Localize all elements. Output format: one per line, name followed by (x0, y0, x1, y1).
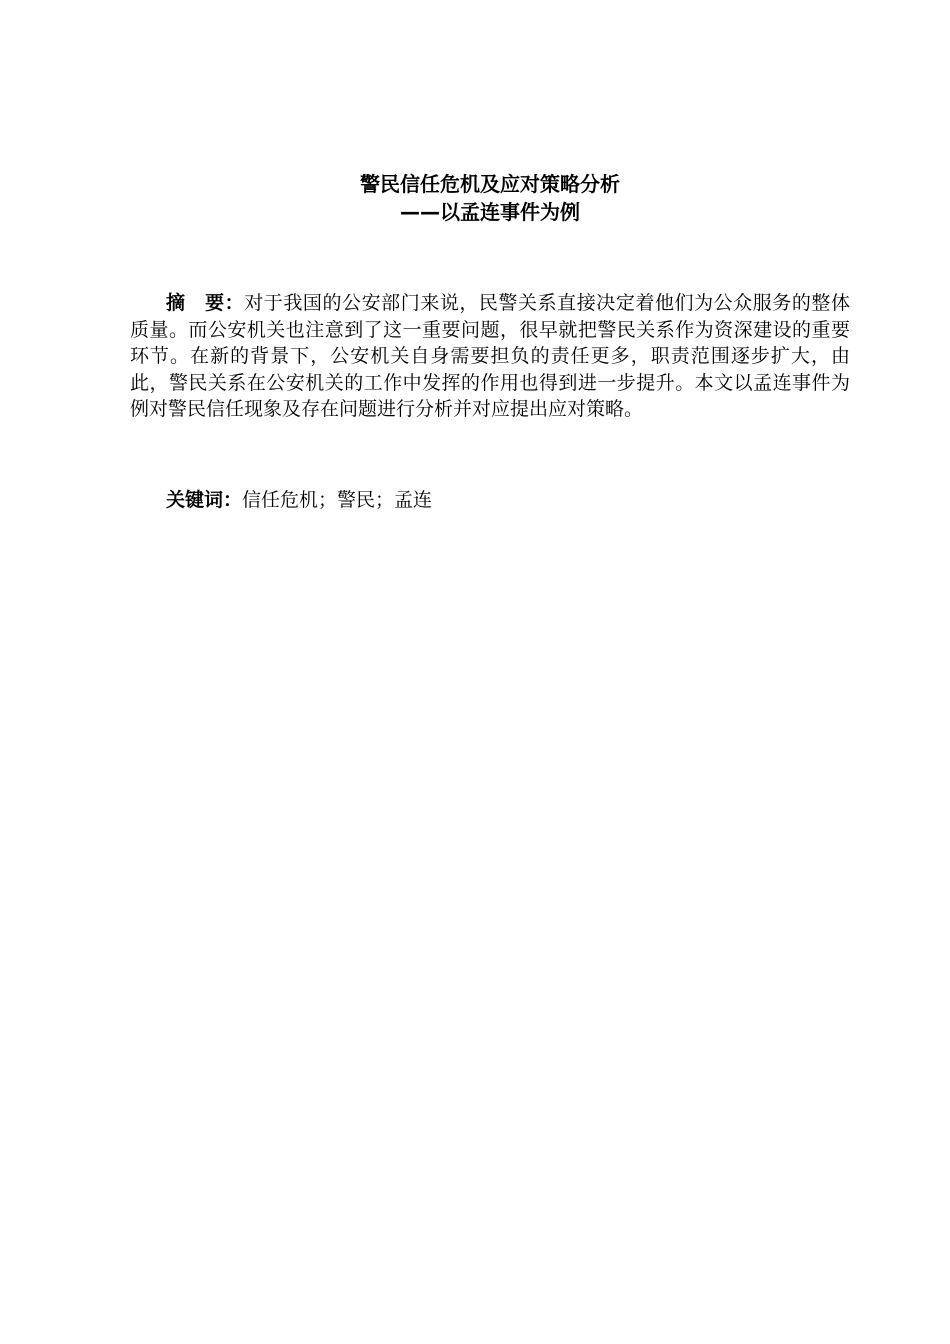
abstract-text: 对于我国的公安部门来说，民警关系直接决定着他们为公众服务的整体质量。而公安机关也注意到了这一重要问题，很早就把警民关系作为资深建设的重要环节。在新的背景下，公安机关自身需要担负的责任更多，职责范围逐步扩大，由此，警民关系在公安机关的工作中发挥的作用也得到进一步提升。本文以孟连事件为例对警民信任现象及存在问题进行分析并对应提出应对策略。 (130, 292, 850, 420)
title-block (130, 170, 850, 226)
keywords-label: 关键词： (166, 489, 243, 511)
paper-subtitle: ——以孟连事件为例 (400, 200, 580, 224)
keywords-line (166, 486, 846, 514)
abstract-label: 摘 要： (166, 292, 245, 314)
keywords-text: 信任危机；警民；孟连 (242, 489, 433, 511)
paper-title: 警民信任危机及应对策略分析 (360, 172, 620, 196)
abstract-paragraph (130, 290, 850, 423)
